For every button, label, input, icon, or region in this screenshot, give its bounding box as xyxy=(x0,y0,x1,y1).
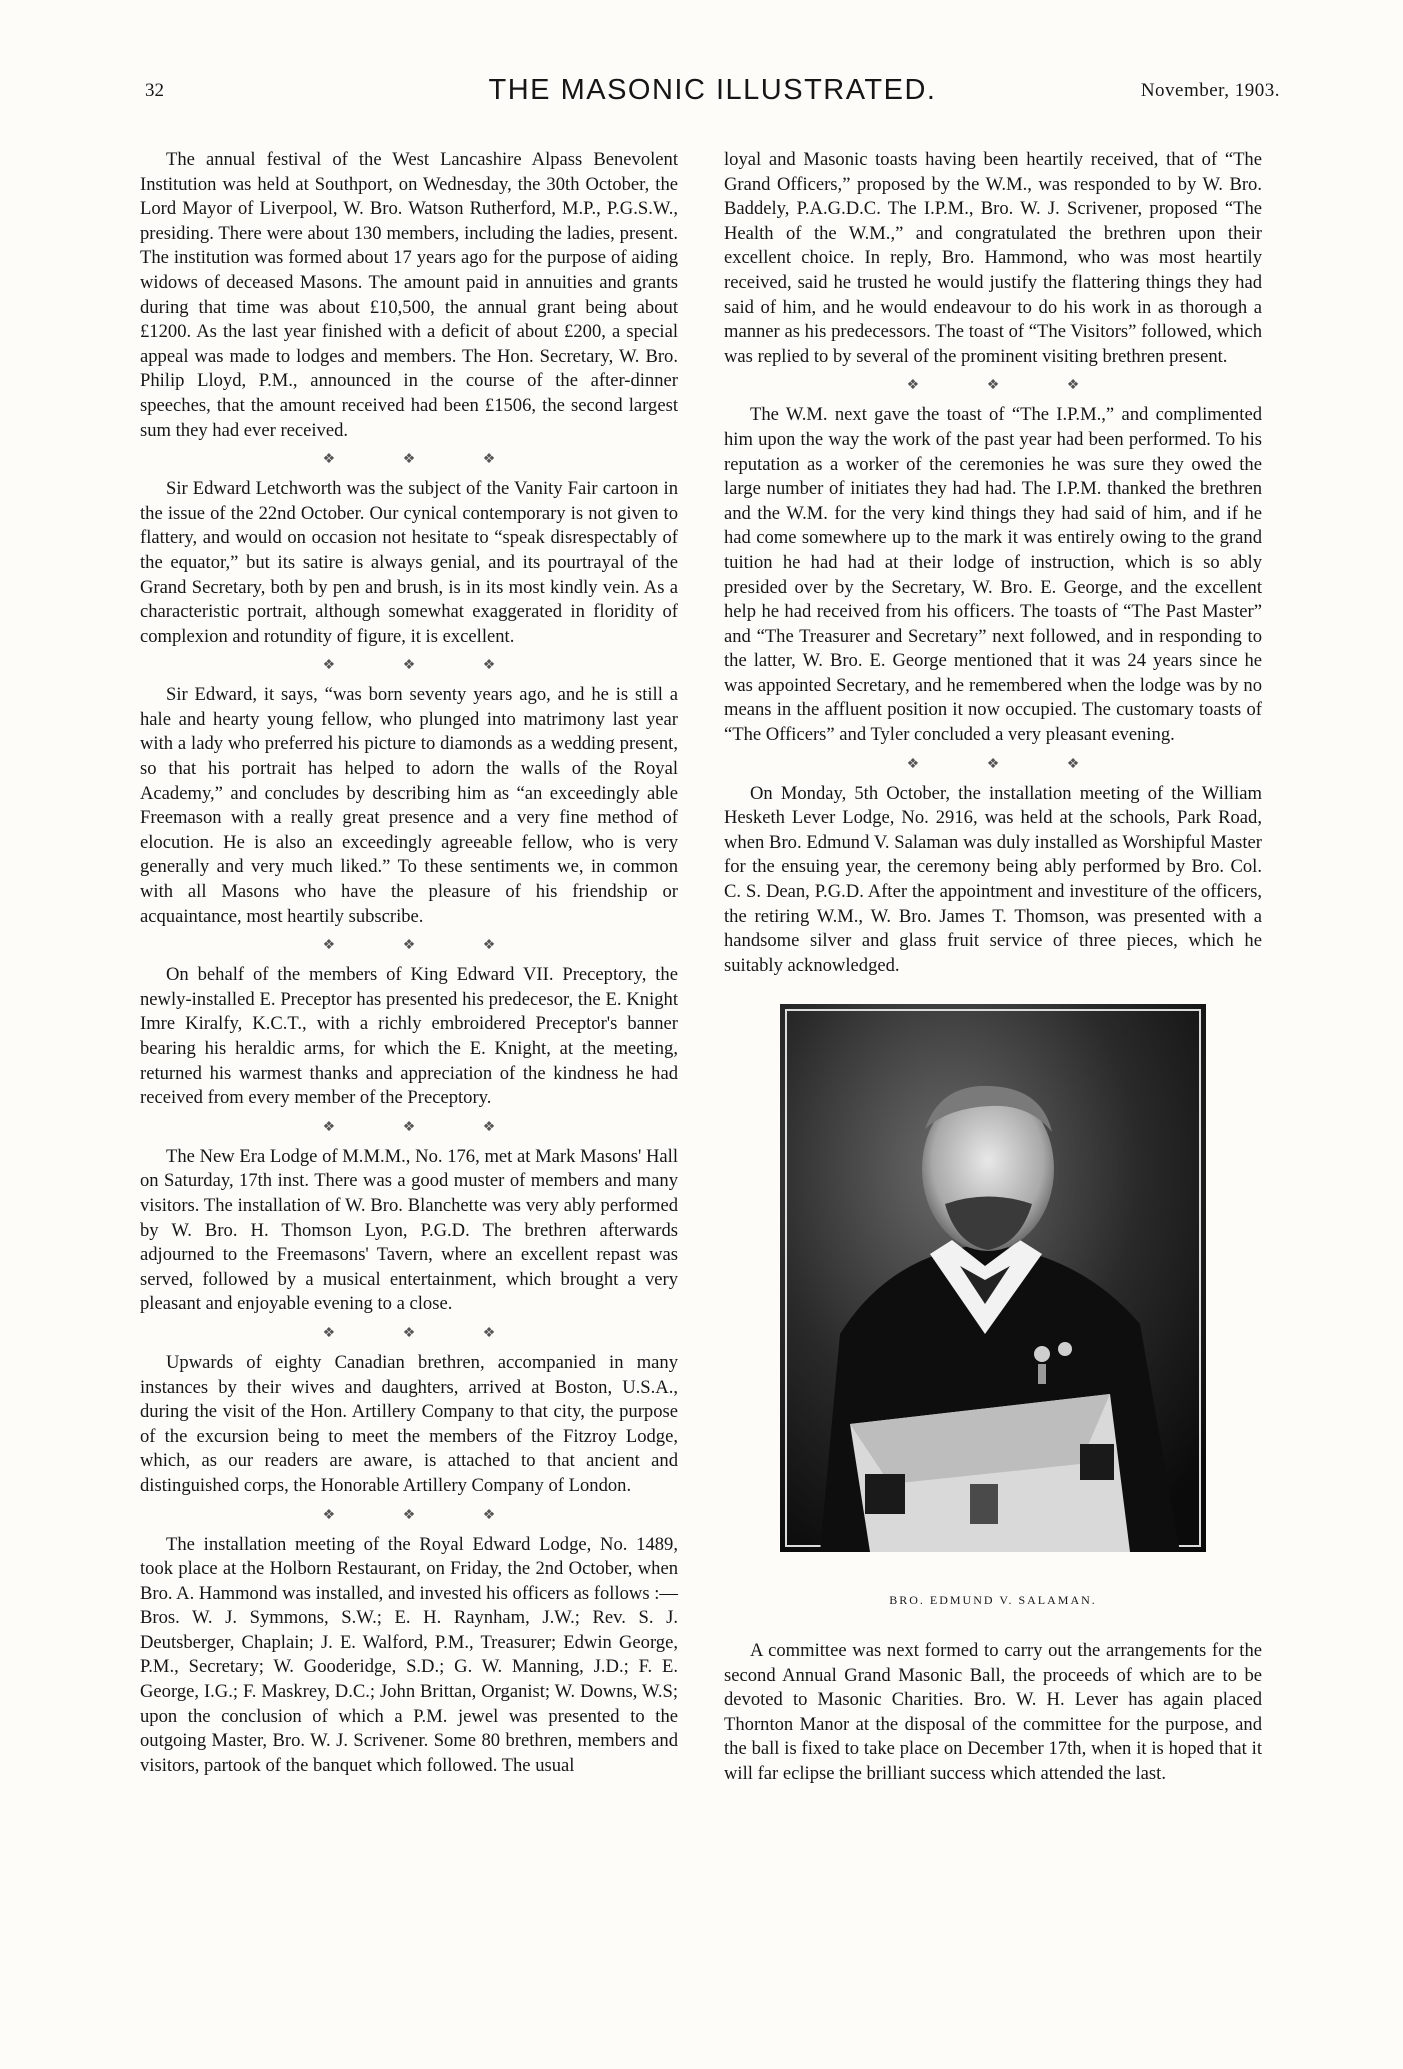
ornament-divider: ❖ ❖ ❖ xyxy=(322,1325,528,1341)
ornament-divider: ❖ ❖ ❖ xyxy=(906,378,1112,394)
page-header xyxy=(145,74,1280,114)
article-paragraph: The W.M. next gave the toast of “The I.P.M.,” and complimented him upon the way the work of the past year had been performed. To his reputation as a worker of the ceremonies he was sure they owed the large number of initiates they had had. The I.P.M. thanked the brethren and the W.M. for the very kind things they had said of him, and if he had come somewhere up to the mark it was entirely owing to the grand tuition he had had at their lodge of instruction, which is so ably presided over by the Secretary, W. Bro. E. George, and the excellent help he had received from his officers. The toasts of “The Past Master” and “The Treasurer and Secretary” next followed, and in responding to the latter, W. Bro. E. George mentioned that it was 24 years since he was appointed Secretary, and he remembered when the lodge was by no means in the affluent position it now occupied. The customary toasts of “The Officers” and Tyler concluded a very pleasant evening. xyxy=(724,404,1262,746)
article-paragraph: The annual festival of the West Lancashire Alpass Benevolent Institution was held at Southport, on Wednesday, the 30th October, the Lord Mayor of Liverpool, W. Bro. Watson Rutherford, M.P., P.G.S.W., presiding. There were about 130 members, including the ladies, present. The institution was formed about 17 years ago for the purpose of aiding widows of deceased Masons. The amount paid in annuities and grants during that time was about £10,500, the annual grant being about £1200. As the last year finished with a deficit of about £200, a special appeal was made to lodges and members. The Hon. Secretary, W. Bro. Philip Lloyd, P.M., announced in the course of the after-dinner speeches, that the amount received had been £1506, the second largest sum they had ever received. xyxy=(140,149,678,441)
page-number: 32 xyxy=(145,80,164,101)
ornament-divider: ❖ ❖ ❖ xyxy=(906,756,1112,772)
article-paragraph: On behalf of the members of King Edward VII. Preceptory, the newly-installed E. Preceptor has presented his predecesor, the E. Knight Imre Kiralfy, K.C.T., with a richly embroidered Preceptor's banner bearing his heraldic arms, for which the E. Knight, at the meeting, returned his warmest thanks and appreciation of the kindness he had received from every member of the Preceptory. xyxy=(140,964,678,1109)
article-paragraph: Sir Edward Letchworth was the subject of the Vanity Fair cartoon in the issue of the 22nd October. Our cynical contemporary is not given to flattery, and would on occasion not hesitate to “speak disrespectably of the equator,” but its satire is always genial, and its pourtrayal of the Grand Secretary, both by pen and brush, is in its most kindly vein. As a characteristic portrait, although somewhat exaggerated in floridity of complexion and rotundity of figure, it is excellent. xyxy=(140,478,678,647)
portrait-icon xyxy=(780,1004,1206,1552)
right-column xyxy=(724,148,1262,1787)
article-paragraph: The New Era Lodge of M.M.M., No. 176, met at Mark Masons' Hall on Saturday, 17th inst. There was a good muster of members and many visitors. The installation of W. Bro. Blanchette was very ably performed by W. Bro. H. Thomson Lyon, P.G.D. The brethren afterwards adjourned to the Freemasons' Tavern, where an excellent repast was served, followed by a musical entertainment, which brought a very pleasant and enjoyable evening to a close. xyxy=(140,1145,678,1315)
article-paragraph: loyal and Masonic toasts having been heartily received, that of “The Grand Officers,” proposed by the W.M., was responded to by W. Bro. Baddely, P.A.G.D.C. The I.P.M., Bro. W. J. Scrivener, proposed “The Health of the W.M.,” and congratulated the brethren upon their excellent choice. In reply, Bro. Hammond, who was most heartily received, said he trusted he would justify the flattering things they had said of him, and he would endeavour to do his work in as thorough a manner as his predecessors. The toast of “The Visitors” followed, which was replied to by several of the prominent visiting brethren present. xyxy=(724,149,1262,367)
article-paragraph: A committee was next formed to carry out the arrangements for the second Annual Grand Masonic Ball, the proceeds of which are to be devoted to Masonic Charities. Bro. W. H. Lever has again placed Thornton Manor at the disposal of the committee for the purpose, and the ball is fixed to take place on December 17th, when it is hoped that it will far eclipse the brilliant success which attended the last. xyxy=(724,1640,1262,1784)
ornament-divider: ❖ ❖ ❖ xyxy=(322,1507,528,1523)
ornament-divider: ❖ ❖ ❖ xyxy=(322,658,528,674)
ornament-divider: ❖ ❖ ❖ xyxy=(322,1119,528,1135)
left-column xyxy=(140,148,678,1778)
ornament-divider: ❖ ❖ ❖ xyxy=(322,938,528,954)
ornament-divider: ❖ ❖ ❖ xyxy=(322,452,528,468)
photo-caption: BRO. EDMUND V. SALAMAN. xyxy=(889,1593,1097,1608)
article-paragraph: On Monday, 5th October, the installation meeting of the William Hesketh Lever Lodge, No. 2916, was held at the schools, Park Road, when Bro. Edmund V. Salaman was duly installed as Worshipful Master for the ensuing year, the ceremony being ably performed by Bro. Col. C. S. Dean, P.G.D. After the appointment and investiture of the officers, the retiring W.M., W. Bro. James T. Thomson, was presented with a handsome silver and glass fruit service of three pieces, which he suitably acknowledged. xyxy=(724,782,1262,976)
issue-date: November, 1903. xyxy=(1140,80,1280,101)
article-paragraph: Upwards of eighty Canadian brethren, accompanied in many instances by their wives and daughters, arrived at Boston, U.S.A., during the visit of the Hon. Artillery Company to that city, the purpose of the excursion being to meet the members of the Fitzroy Lodge, which, as our readers are aware, is attached to that ancient and distinguished corps, the Honorable Artillery Company of London. xyxy=(140,1351,678,1496)
publication-title: THE MASONIC ILLUSTRATED. xyxy=(488,74,937,106)
portrait-photograph xyxy=(780,1004,1206,1552)
article-paragraph: Sir Edward, it says, “was born seventy years ago, and he is still a hale and hearty young fellow, who plunged into matrimony last year with a lady who preferred his picture to diamonds as a wedding present, so that his portrait has helped to adorn the walls of the Royal Academy,” and concludes by describing him as “an exceedingly able Freemason with a really great presence and a very fine method of elocution. He is also an exceedingly agreeable fellow, who is very generally and very much liked.” To these sentiments we, in common with all Masons who have the pleasure of his friendship or acquaintance, most heartily subscribe. xyxy=(140,684,678,927)
article-paragraph: The installation meeting of the Royal Edward Lodge, No. 1489, took place at the Holborn Restaurant, on Friday, the 2nd October, when Bro. A. Hammond was installed, and invested his officers as follows :—Bros. W. J. Symmons, S.W.; E. H. Raynham, J.W.; Rev. S. J. Deutsberger, Chaplain; J. E. Walford, P.M., Treasurer; Edwin George, P.M., Secretary; W. Gooderidge, S.D.; G. W. Manning, J.D.; F. E. George, I.G.; F. Maskrey, D.C.; John Brittan, Organist; W. Downs, W.S; upon the conclusion of which a P.M. jewel was presented to the outgoing Master, Bro. W. J. Scrivener. Some 80 brethren, members and visitors, partook of the banquet which followed. The usual xyxy=(140,1533,678,1776)
